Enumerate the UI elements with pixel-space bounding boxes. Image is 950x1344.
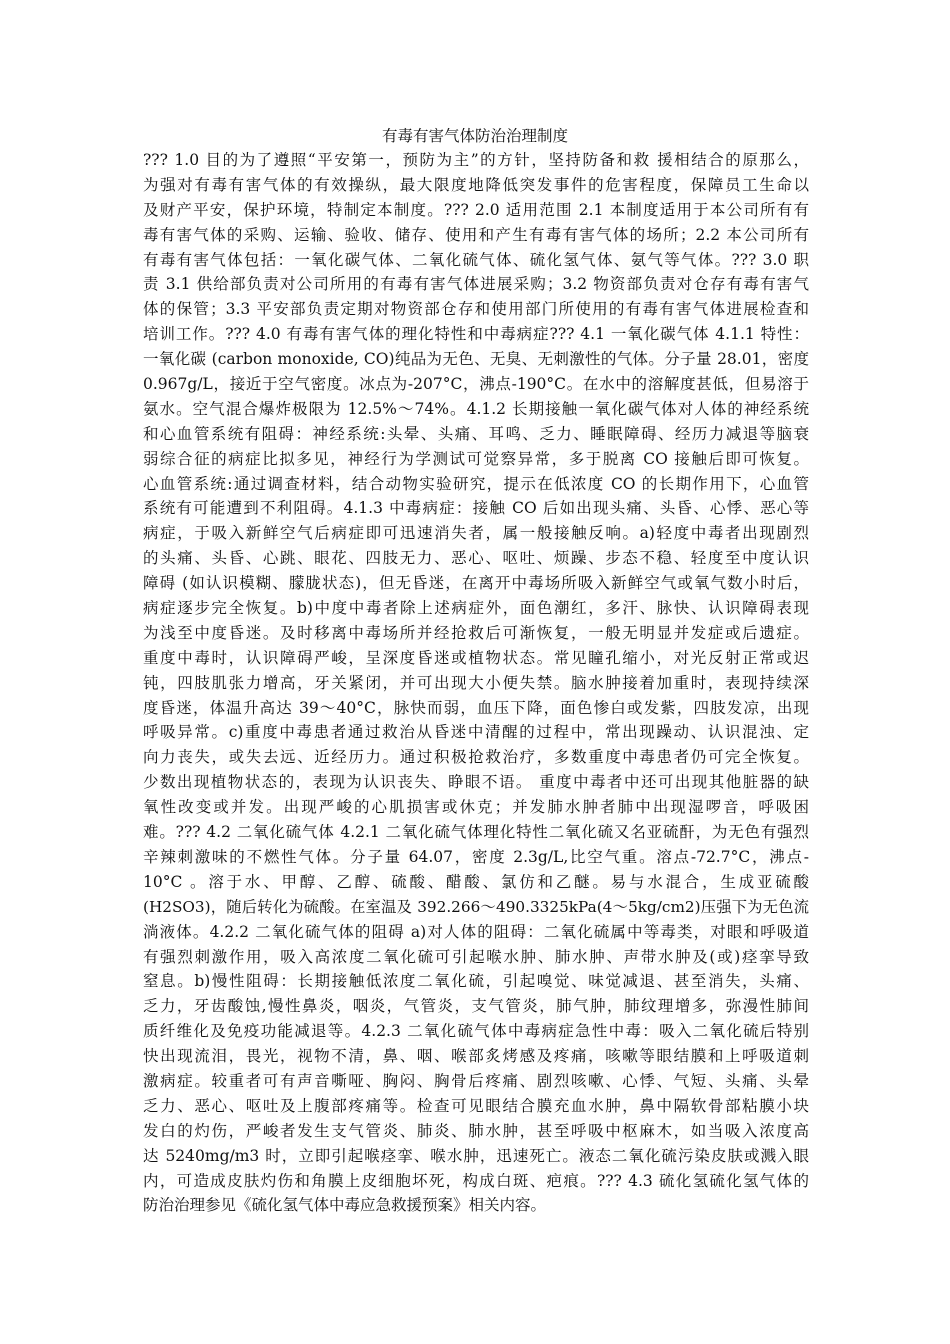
body-text-line: 一氧化碳 (carbon monoxide, CO)纯品为无色、无臭、无刺激性的气体。分子量 28.01，密度 bbox=[143, 350, 809, 369]
body-text-line: 乏力，牙齿酸蚀,慢性鼻炎，咽炎，气管炎，支气管炎，肺气肿，肺纹理增多，弥漫性肺间 bbox=[143, 997, 809, 1016]
body-text-line: 责 3.1 供给部负责对公司所用的有毒有害气体进展采购；3.2 物资部负责对仓存有毒有害气 bbox=[143, 275, 809, 294]
body-text-line: 障碍 (如认识模糊、朦胧状态)，但无昏迷，在离开中毒场所吸入新鲜空气或氧气数小时后， bbox=[143, 574, 809, 593]
body-text-line: 系统有可能遭到不利阻碍。4.1.3 中毒病症：接触 CO 后如出现头痛、头昏、心悸、恶心等 bbox=[143, 499, 809, 518]
body-text-line: 发白的灼伤，严峻者发生支气管炎、肺炎、肺水肿，甚至呼吸中枢麻木，如当吸入浓度高 bbox=[143, 1121, 809, 1140]
body-text-line: 及财产平安，保护环境，特制定本制度。??? 2.0 适用范围 2.1 本制度适用于本公司所有有 bbox=[143, 200, 809, 219]
body-text-line: 乏力、恶心、呕吐及上腹部疼痛等。检查可见眼结合膜充血水肿，鼻中隔软骨部粘膜小块 bbox=[143, 1096, 809, 1115]
body-text-line: 重度中毒时，认识障碍严峻，呈深度昏迷或植物状态。常见瞳孔缩小，对光反射正常或迟 bbox=[143, 648, 809, 667]
body-text-line: 为强对有毒有害气体的有效操纵，最大限度地降低突发事件的危害程度，保障员工生命以 bbox=[143, 175, 809, 194]
body-text-line: 为浅至中度昏迷。及时移离中毒场所并经抢救后可渐恢复，一般无明显并发症或后遗症。 bbox=[143, 623, 809, 642]
body-text-line: 辛辣刺激味的不燃性气体。分子量 64.07，密度 2.3g/L,比空气重。溶点-72.7°C，沸点- bbox=[143, 847, 809, 866]
body-text-line: 激病症。较重者可有声音嘶哑、胸闷、胸骨后疼痛、剧烈咳嗽、心悸、气短、头痛、头晕 bbox=[143, 1071, 809, 1090]
body-text-line: 质纤维化及免疫功能减退等。4.2.3 二氧化硫气体中毒病症急性中毒：吸入二氧化硫后特别 bbox=[143, 1022, 809, 1041]
body-text-line: 心血管系统:通过调查材料，结合动物实验研究，提示在低浓度 CO 的长期作用下，心血管 bbox=[143, 474, 809, 493]
body-text-line: 窒息。b)慢性阻碍：长期接触低浓度二氧化硫，引起嗅觉、味觉减退、甚至消失，头痛、 bbox=[143, 972, 809, 991]
body-text-line: 快出现流泪，畏光，视物不清，鼻、咽、喉部炙烤感及疼痛，咳嗽等眼结膜和上呼吸道刺 bbox=[143, 1047, 809, 1066]
body-text-line: 弱综合征的病症比拟多见，神经行为学测试可觉察异常，多于脱离 CO 接触后即可恢复。 bbox=[143, 449, 809, 468]
body-text-line: 病症逐步完全恢复。b)中度中毒者除上述病症外，面色潮红，多汗、脉快、认识障碍表现 bbox=[143, 599, 809, 618]
body-text-line: 体的保管；3.3 平安部负责定期对物资部仓存和使用部门所使用的有毒有害气体进展检查和 bbox=[143, 300, 809, 319]
document-title: 有毒有害气体防治治理制度 bbox=[381, 127, 568, 145]
body-text-line: 内，可造成皮肤灼伤和角膜上皮细胞坏死，构成白斑、疤痕。??? 4.3 硫化氢硫化氢气体的 bbox=[143, 1171, 809, 1190]
body-text-line: 达 5240mg/m3 时，立即引起喉痉挛、喉水肿，迅速死亡。液态二氧化硫污染皮肤或溅入眼 bbox=[143, 1146, 809, 1165]
body-text-line: 氧性改变或并发。出现严峻的心肌损害或休克；并发肺水肿者肺中出现湿啰音，呼吸困 bbox=[143, 798, 809, 817]
body-text-line: 0.967g/L，接近于空气密度。冰点为-207°C，沸点-190°C。在水中的溶解度甚低，但易溶于 bbox=[143, 375, 809, 394]
body-text-line: 培训工作。??? 4.0 有毒有害气体的理化特性和中毒病症??? 4.1 一氧化碳气体 4.1.1 特性： bbox=[143, 325, 809, 344]
body-text-line: 毒有害气体的采购、运输、验收、储存、使用和产生有毒有害气体的场所；2.2 本公司所有 bbox=[143, 225, 809, 244]
body-text-line: 病症，于吸入新鲜空气后病症即可迅速消失者，属一般接触反响。a)轻度中毒者出现剧烈 bbox=[143, 524, 809, 543]
body-text-line: 淌液体。4.2.2 二氧化硫气体的阻碍 a)对人体的阻碍：二氧化硫属中等毒类，对眼和呼吸道 bbox=[143, 922, 809, 941]
body-text-line: 有毒有害气体包括：一氧化碳气体、二氧化硫气体、硫化氢气体、氨气等气体。??? 3.0 职 bbox=[143, 250, 809, 269]
body-text-line: 氨水。空气混合爆炸极限为 12.5%～74%。4.1.2 长期接触一氧化碳气体对人体的神经系统 bbox=[143, 399, 809, 418]
body-text-line: 钝，四肢肌张力增高，牙关紧闭，并可出现大小便失禁。脑水肿接着加重时，表现持续深 bbox=[143, 673, 809, 692]
body-text-line: 难。??? 4.2 二氧化硫气体 4.2.1 二氧化硫气体理化特性二氧化硫又名亚硫酐，为无色有强烈 bbox=[143, 823, 809, 842]
body-text-line: 的头痛、头昏、心跳、眼花、四肢无力、恶心、呕吐、烦躁、步态不稳、轻度至中度认识 bbox=[143, 549, 809, 568]
body-text-line: 度昏迷，体温升高达 39～40°C，脉快而弱，血压下降，面色惨白或发紫，四肢发凉，出现 bbox=[143, 698, 809, 717]
body-text-line: 有强烈刺激作用，吸入高浓度二氧化硫可引起喉水肿、肺水肿、声带水肿及(或)痉挛导致 bbox=[143, 947, 809, 966]
body-text-line: 10°C 。溶于水、甲醇、乙醇、硫酸、醋酸、氯仿和乙醚。易与水混合，生成亚硫酸 bbox=[143, 872, 809, 891]
body-text-line: 向力丧失，或失去远、近经历力。通过积极抢救治疗，多数重度中毒患者仍可完全恢复。 bbox=[143, 748, 809, 767]
body-text-line: 呼吸异常。c)重度中毒患者通过救治从昏迷中清醒的过程中，常出现躁动、认识混浊、定 bbox=[143, 723, 809, 742]
body-text-line: ??? 1.0 目的为了遵照“平安第一，预防为主”的方针，坚持防备和救 援相结合的原那么， bbox=[143, 151, 809, 169]
document-body bbox=[143, 148, 809, 1218]
body-text-line: 防治治理参见《硫化氢气体中毒应急救援预案》相关内容。 bbox=[143, 1196, 547, 1215]
body-text-line: 少数出现植物状态的，表现为认识丧失、睁眼不语。 重度中毒者中还可出现其他脏器的缺 bbox=[143, 773, 809, 792]
body-text-line: (H2SO3)，随后转化为硫酸。在室温及 392.266～490.3325kPa(4～5kg/cm2)压强下为无色流 bbox=[143, 897, 809, 916]
body-text-line: 和心血管系统有阻碍：神经系统:头晕、头痛、耳鸣、乏力、睡眠障碍、经历力减退等脑衰 bbox=[143, 424, 809, 443]
